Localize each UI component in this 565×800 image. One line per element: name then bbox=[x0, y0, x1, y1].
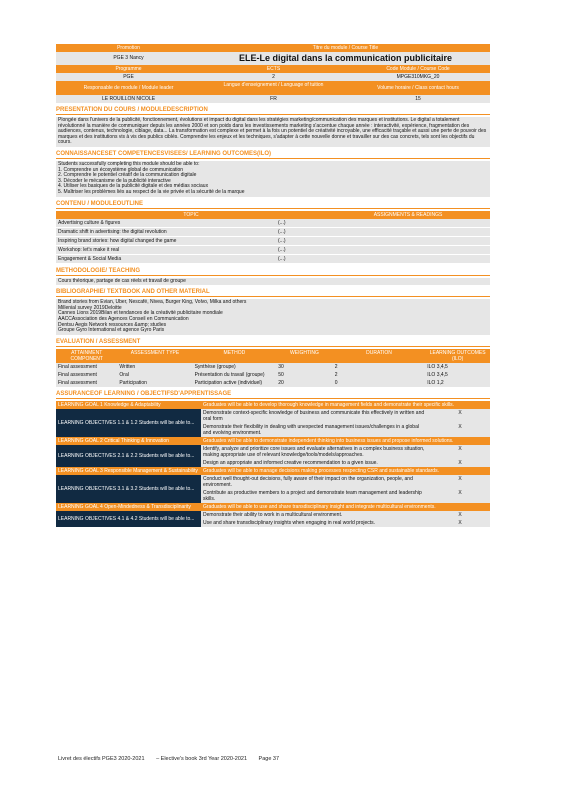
objective-label: LEARNING OBJECTIVES 1.1 & 1.2 Students will be able to... bbox=[56, 409, 201, 437]
volume-value: 15 bbox=[346, 95, 490, 103]
objective-text: Demonstrate their ability to work in a multicultural environment. bbox=[201, 511, 430, 519]
outline-row bbox=[56, 255, 490, 264]
eval-cell: 0 bbox=[334, 379, 338, 386]
objective-mark: X bbox=[430, 489, 490, 503]
programme-header: Programme bbox=[56, 65, 201, 73]
objective-item: 1. Comprendre un écosystème global de communication bbox=[58, 166, 184, 173]
objectives-title: CONNAISSANCESET COMPETENCESVISEES/ LEARNING OUTCOMES(ILO) bbox=[56, 150, 490, 159]
outline-topic-header: TOPIC bbox=[56, 211, 326, 219]
eval-cell: Final assessment bbox=[58, 371, 97, 378]
language-header: Langue d'enseignement / Language of tuition bbox=[201, 81, 346, 95]
outline-row bbox=[56, 228, 490, 237]
outline-ilo-header: ASSIGNMENTS & READINGS bbox=[326, 211, 490, 219]
methodology-text: Cours théorique, partage de cas réels et travail de groupe bbox=[56, 278, 490, 286]
assurance-table bbox=[56, 401, 490, 527]
eval-cell: Final assessment bbox=[58, 379, 97, 386]
objective-row bbox=[56, 445, 490, 459]
bibliography-item: Groupe Gyro International et agence Gyro Paris bbox=[58, 327, 165, 334]
objective-item: 5. Maîtriser les problèmes liés au respect de la vie privée et la sécurité de la marque bbox=[58, 188, 245, 195]
outline-row bbox=[56, 219, 490, 228]
objective-mark: X bbox=[430, 409, 490, 423]
goal-label: LEARNING GOAL 3 Responsible Management & Sustainability bbox=[56, 467, 201, 475]
objective-text: Conduct well thought-out decisions, fully aware of their impact on the organization, people, and environment. bbox=[201, 475, 430, 489]
outline-ref: (...) bbox=[278, 237, 286, 244]
course-title: ELE-Le digital dans la communication publicitaire bbox=[201, 52, 490, 65]
objective-mark: X bbox=[430, 445, 490, 459]
eval-cell: ILO 3,4,5 bbox=[427, 363, 448, 370]
eval-header: DURATION bbox=[333, 349, 426, 363]
course-title-header: Titre du module / Course Title bbox=[201, 44, 490, 52]
eval-header: WEIGHTING bbox=[276, 349, 333, 363]
eval-cell: ILO 3,4,5 bbox=[427, 371, 448, 378]
objective-mark: X bbox=[430, 423, 490, 437]
eval-cell: ILO 1,2 bbox=[427, 379, 444, 386]
bibliography-item: Brand stories from Evian, Uber, Nescafé, Nivea, Burger King, Volvo, Milka and others bbox=[58, 299, 247, 306]
objective-label: LEARNING OBJECTIVES 2.1 & 2.2 Students will be able to... bbox=[56, 445, 201, 467]
objectives-block bbox=[56, 161, 490, 197]
eval-cell: Participation bbox=[119, 379, 147, 386]
outline-title: CONTENU / MODULEOUTLINE bbox=[56, 200, 490, 209]
objective-label: LEARNING OBJECTIVES 3.1 & 3.2 Students will be able to... bbox=[56, 475, 201, 503]
eval-cell: 2 bbox=[334, 363, 338, 370]
outline-ref: (...) bbox=[278, 219, 286, 226]
objective-item: 4. Utiliser les basiques de la publicité digitale et des médias sociaux bbox=[58, 183, 209, 190]
evaluation-table bbox=[56, 349, 490, 387]
objective-item: 3. Décoder le mécanisme de la publicité interactive bbox=[58, 177, 171, 184]
objective-label: LEARNING OBJECTIVES 4.1 & 4.2 Students will be able to... bbox=[56, 511, 201, 527]
goal-label: LEARNING GOAL 4 Open-Mindedness & Transdisciplinarity bbox=[56, 503, 201, 511]
eval-cell: 20 bbox=[278, 379, 284, 386]
goal-label: LEARNING GOAL 2 Critical Thinking & Innovation bbox=[56, 437, 201, 445]
eval-cell: 30 bbox=[278, 363, 284, 370]
eval-cell: Final assessment bbox=[58, 363, 97, 370]
header-row-1 bbox=[56, 44, 490, 52]
outline-ref: (...) bbox=[278, 246, 286, 253]
methodology-title: METHODOLOGIE/ TEACHING bbox=[56, 267, 490, 276]
language-value: FR bbox=[201, 95, 346, 103]
ects-header: ECTS bbox=[201, 65, 346, 73]
goal-text: Graduates will be able to manage decisions making processes respecting CSR and sustainable standards. bbox=[201, 467, 490, 475]
objective-text: Design an appropriate and informed creative recommendation to a given issue. bbox=[201, 459, 430, 467]
outline-topic: Advertising culture & figures bbox=[58, 219, 121, 226]
goal-row bbox=[56, 467, 490, 475]
responsible-value: LE ROUILLON NICOLE bbox=[56, 95, 201, 103]
objective-text: Use and share transdisciplinary insights when engaging in real world projects. bbox=[201, 519, 430, 527]
header-row-3 bbox=[56, 65, 490, 73]
outline-topic: Workshop: let's make it real bbox=[58, 246, 120, 253]
presentation-title: PRESENTATION DU COURS / MODULEDESCRIPTION bbox=[56, 106, 490, 115]
goal-text: Graduates will be able to develop thorough knowledge in management fields and demonstrate their specific skills. bbox=[201, 401, 490, 409]
eval-cell: 50 bbox=[278, 371, 284, 378]
objective-text: Demonstrate context-specific knowledge of business and communicate this effectively in written and oral form bbox=[201, 409, 430, 423]
outline-ref: (...) bbox=[278, 255, 286, 262]
eval-cell: Oral bbox=[119, 371, 129, 378]
eval-header: METHOD bbox=[193, 349, 277, 363]
objective-mark: X bbox=[430, 519, 490, 527]
goal-label: LEARNING GOAL 1 Knowledge & Adaptability bbox=[56, 401, 201, 409]
ects-value: 2 bbox=[201, 73, 346, 81]
goal-row bbox=[56, 503, 490, 511]
responsible-header: Responsable de module / Module leader bbox=[56, 81, 201, 95]
eval-header: ATTAINMENT COMPONENT bbox=[56, 349, 117, 363]
objective-mark: X bbox=[430, 475, 490, 489]
objective-text: Identify, analyze and prioritize core issues and evaluate alternatives in a complex business situation, making appropriate use of relevant knowledge/tools/models/approaches. bbox=[201, 445, 430, 459]
page-footer bbox=[58, 756, 289, 762]
objectives-intro: Students successfully completing this module should be able to: bbox=[58, 160, 200, 167]
eval-header: LEARNING OUTCOMES (ILO) bbox=[425, 349, 490, 363]
eval-cell: Présentation du travail (groupe) bbox=[194, 371, 265, 378]
objective-item: 2. Comprendre le potentiel créatif de la communication digitale bbox=[58, 172, 197, 179]
presentation-text: Plongée dans l'univers de la publicité, fonctionnement, évolutions et impact du digital dans les stratégies marketing/communication des marques et institutions. Le digital a totalement révolutionné la manière de communiquer depuis les années 2000 et son poids dans les investissements marketing s'accentue chaque année : interactivité, expérience, fragmentation des audiences, contenus, technologie, ciblage, data... La transformation est complexe et permet à la fois un potentiel de créativité incroyable, une efficacité traçable et aussi une perte de pouvoir des marques et des institutions vis à vis des publics ciblés. Comprendre les enjeux et les techniques, s'adapter à cette nouvelle donne et travailler sur des cas concrets, tels sont les objectifs du cours. bbox=[56, 117, 490, 147]
header-row-5 bbox=[56, 81, 490, 95]
objective-row bbox=[56, 511, 490, 519]
eval-cell: 2 bbox=[334, 371, 338, 378]
evaluation-row bbox=[56, 379, 490, 387]
evaluation-header-row bbox=[56, 349, 490, 363]
bibliography-item: Cannes Lions 2019Bilan et tendances de la créativité publicitaire mondiale bbox=[58, 310, 223, 317]
outline-topic: Dramatic shift in advertising: the digital revolution bbox=[58, 228, 167, 235]
eval-header: ASSESSMENT TYPE bbox=[117, 349, 192, 363]
outline-row bbox=[56, 246, 490, 255]
bibliography-item: Millenial survey 2019Deloitte bbox=[58, 304, 122, 311]
objective-row bbox=[56, 475, 490, 489]
outline-header bbox=[56, 211, 490, 219]
course-sheet bbox=[56, 44, 490, 527]
goal-text: Graduates will be able to use and share transdisciplinary insight and integrate multicultural environments. bbox=[201, 503, 490, 511]
footer-middle: – Elective's book 3rd Year 2020-2021 bbox=[156, 756, 248, 762]
eval-cell: Participation active (individuel) bbox=[194, 379, 263, 386]
outline-row bbox=[56, 237, 490, 246]
header-row-4 bbox=[56, 73, 490, 81]
assurance-title: ASSURANCEOF LEARNING / OBJECTIFSD'APPRENTISSAGE bbox=[56, 390, 490, 399]
objective-text: Demonstrate their flexibility in dealing with unexpected management issues/challenges in a global and evolving environment. bbox=[201, 423, 430, 437]
bibliography-item: AACCAssociation des Agences Conseil en Communication bbox=[58, 315, 189, 322]
programme-value: PGE bbox=[56, 73, 201, 81]
objective-row bbox=[56, 409, 490, 423]
outline-topic: Engagement & Social Media bbox=[58, 255, 122, 262]
eval-cell: Written bbox=[119, 363, 136, 370]
footer-left: Livret des électifs PGE3 2020-2021 bbox=[58, 756, 145, 762]
evaluation-row bbox=[56, 371, 490, 379]
objective-mark: X bbox=[430, 459, 490, 467]
objective-text: Contribute as productive members to a project and demonstrate team management and leadership skills. bbox=[201, 489, 430, 503]
volume-header: Volume horaire / Class contact hours bbox=[346, 81, 490, 95]
outline-ref: (...) bbox=[278, 228, 286, 235]
bibliography-item: Dentsu Aegis Network ressources &amp; studies bbox=[58, 321, 167, 328]
bibliography-block bbox=[56, 299, 490, 335]
goal-text: Graduates will be able to demonstrate independent thinking into business issues and propose informed solutions. bbox=[201, 437, 490, 445]
eval-cell: Synthèse (groupe) bbox=[194, 363, 236, 370]
header-row-6 bbox=[56, 95, 490, 103]
header-row-2 bbox=[56, 52, 490, 65]
evaluation-title: EVALUATION / ASSESSMENT bbox=[56, 338, 490, 347]
objective-mark: X bbox=[430, 511, 490, 519]
promotion-value: PGE 3 Nancy bbox=[56, 52, 201, 65]
bibliography-title: BIBLIOGRAPHIE/ TEXTBOOK AND OTHER MATERIAL bbox=[56, 288, 490, 297]
promotion-header: Promotion bbox=[56, 44, 201, 52]
evaluation-row bbox=[56, 363, 490, 371]
outline-topic: Inspiring brand stories: how digital changed the game bbox=[58, 237, 177, 244]
footer-page: Page 37 bbox=[258, 756, 280, 762]
goal-row bbox=[56, 401, 490, 409]
goal-row bbox=[56, 437, 490, 445]
code-header: Code Module / Course Code bbox=[346, 65, 490, 73]
code-value: MPGE310MKG_20 bbox=[346, 73, 490, 81]
